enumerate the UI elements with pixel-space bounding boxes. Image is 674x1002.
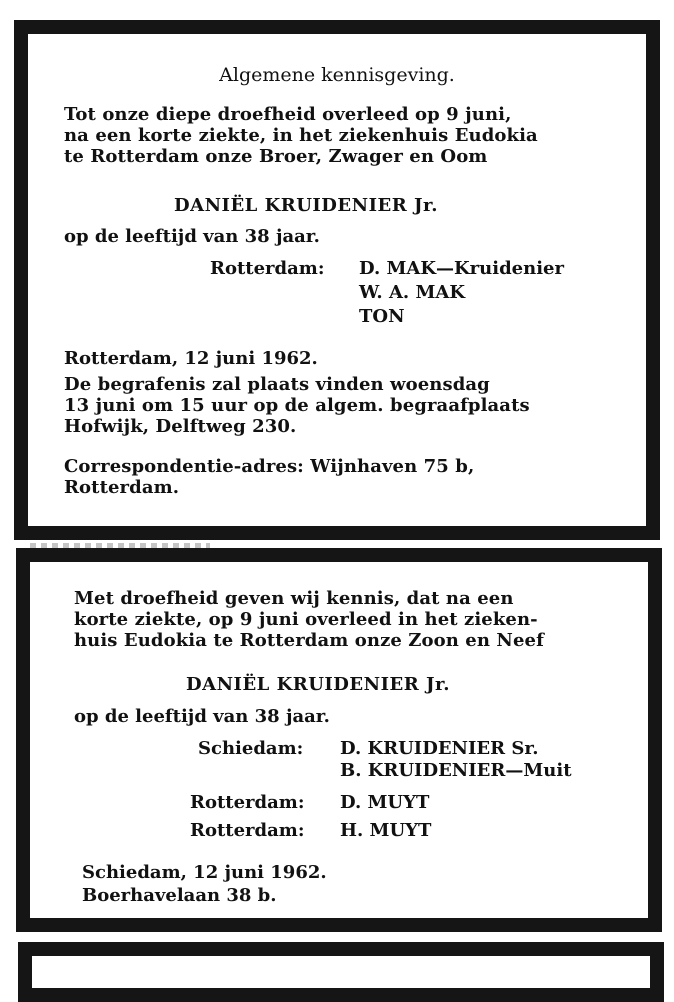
notice-1-intro xyxy=(64,104,624,167)
notice-1-funeral xyxy=(64,374,624,437)
notice-2-age: op de leeftijd van 38 jaar. xyxy=(74,706,330,727)
notice-1-age: op de leeftijd van 38 jaar. xyxy=(64,226,320,247)
notice-2-intro-line-1: Met droefheid geven wij kennis, dat na een xyxy=(74,588,514,609)
notice-1-date: Rotterdam, 12 juni 1962. xyxy=(64,348,318,369)
notice-1-place: Rotterdam: xyxy=(210,258,325,279)
notice-1-family-2: W. A. MAK xyxy=(359,282,465,303)
notice-2-intro xyxy=(74,588,634,651)
notice-1-family-1: D. MAK—Kruidenier xyxy=(359,258,564,279)
notice-1 xyxy=(14,20,660,540)
notice-3-border xyxy=(18,942,664,1002)
notice-2-deceased-name: DANIËL KRUIDENIER Jr. xyxy=(186,674,451,695)
notice-1-funeral-line-1: De begrafenis zal plaats vinden woensdag xyxy=(64,374,490,395)
notice-2-date: Schiedam, 12 juni 1962. xyxy=(82,862,327,883)
notice-2-intro-line-3: huis Eudokia te Rotterdam onze Zoon en Neef xyxy=(74,630,544,651)
notice-2 xyxy=(16,548,662,932)
notice-2-place-3: Rotterdam: xyxy=(190,820,305,841)
notice-1-intro-line-3: te Rotterdam onze Broer, Zwager en Oom xyxy=(64,146,488,167)
notice-1-intro-line-1: Tot onze diepe droefheid overleed op 9 juni, xyxy=(64,104,512,125)
notice-1-family-3: TON xyxy=(359,306,405,327)
notice-1-funeral-line-3: Hofwijk, Delftweg 230. xyxy=(64,416,297,437)
notice-1-intro-line-2: na een korte ziekte, in het ziekenhuis Eudokia xyxy=(64,125,538,146)
notice-2-address: Boerhavelaan 38 b. xyxy=(82,885,277,906)
notice-1-funeral-line-2: 13 juni om 15 uur op de algem. begraafplaats xyxy=(64,395,530,416)
notice-1-address-line-2: Rotterdam. xyxy=(64,477,180,498)
notice-1-deceased-name: DANIËL KRUIDENIER Jr. xyxy=(174,195,439,216)
notice-2-place-2: Rotterdam: xyxy=(190,792,305,813)
notice-2-intro-line-2: korte ziekte, op 9 juni overleed in het zieken- xyxy=(74,609,538,630)
notice-2-place-1: Schiedam: xyxy=(198,738,304,759)
notice-2-family-2: D. MUYT xyxy=(340,792,430,813)
notice-2-family-3: H. MUYT xyxy=(340,820,432,841)
notice-2-family-1b: B. KRUIDENIER—Muit xyxy=(340,760,572,781)
notice-1-address-line-1: Correspondentie-adres: Wijnhaven 75 b, xyxy=(64,456,475,477)
notice-2-family-1a: D. KRUIDENIER Sr. xyxy=(340,738,539,759)
notice-3-partial xyxy=(18,942,664,982)
notice-1-title: Algemene kennisgeving. xyxy=(219,64,455,86)
notice-1-address xyxy=(64,456,624,498)
